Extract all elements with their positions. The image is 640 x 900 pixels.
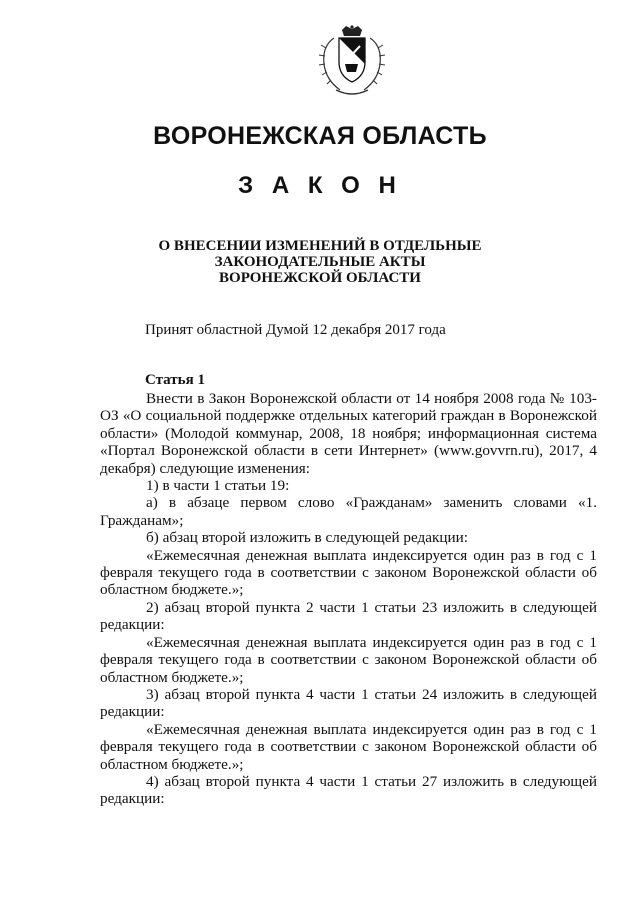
subject-line: ВОРОНЕЖСКОЙ ОБЛАСТИ: [219, 270, 421, 286]
paragraph: а) в абзаце первом слово «Гражданам» заменить словами «1. Гражданам»;: [100, 494, 597, 529]
paragraph: «Ежемесячная денежная выплата индексируется один раз в год с 1 февраля текущего года в соответствии с законом Воронежской области об областном бюджете.»;: [100, 546, 597, 599]
region-title: ВОРОНЕЖСКАЯ ОБЛАСТЬ: [153, 122, 487, 150]
paragraph: б) абзац второй изложить в следующей редакции:: [146, 529, 468, 547]
paragraph: 1) в части 1 статьи 19:: [146, 477, 290, 495]
paragraph: «Ежемесячная денежная выплата индексируется один раз в год с 1 февраля текущего года в соответствии с законом Воронежской области об областном бюджете.»;: [100, 633, 597, 686]
paragraph: Внести в Закон Воронежской области от 14 ноября 2008 года № 103-ОЗ «О социальной поддержке отдельных категорий граждан в Воронежской области» (Молодой коммунар, 2008, 18 ноября; информационная система «Портал Воронежской области в сети Интернет» (www.govvrn.ru), 2017, 4 декабря) следующие изменения:: [100, 390, 597, 477]
paragraph: 3) абзац второй пункта 4 части 1 статьи 24 изложить в следующей редакции:: [100, 685, 597, 721]
coat-of-arms-emblem: [312, 24, 392, 104]
paragraph: 4) абзац второй пункта 4 части 1 статьи 27 изложить в следующей редакции:: [100, 772, 597, 808]
adoption-date: Принят областной Думой 12 декабря 2017 года: [145, 322, 446, 338]
article-heading: Статья 1: [145, 372, 205, 388]
document-type-title: З А К О Н: [238, 172, 402, 199]
law-subject: [0, 238, 640, 286]
subject-line: О ВНЕСЕНИИ ИЗМЕНЕНИЙ В ОТДЕЛЬНЫЕ: [158, 238, 482, 254]
paragraph: «Ежемесячная денежная выплата индексируется один раз в год с 1 февраля текущего года в соответствии с законом Воронежской области об областном бюджете.»;: [100, 720, 597, 773]
subject-line: ЗАКОНОДАТЕЛЬНЫЕ АКТЫ: [214, 254, 426, 270]
paragraph: 2) абзац второй пункта 2 части 1 статьи 23 изложить в следующей редакции:: [100, 598, 597, 634]
article-body: [100, 390, 597, 808]
